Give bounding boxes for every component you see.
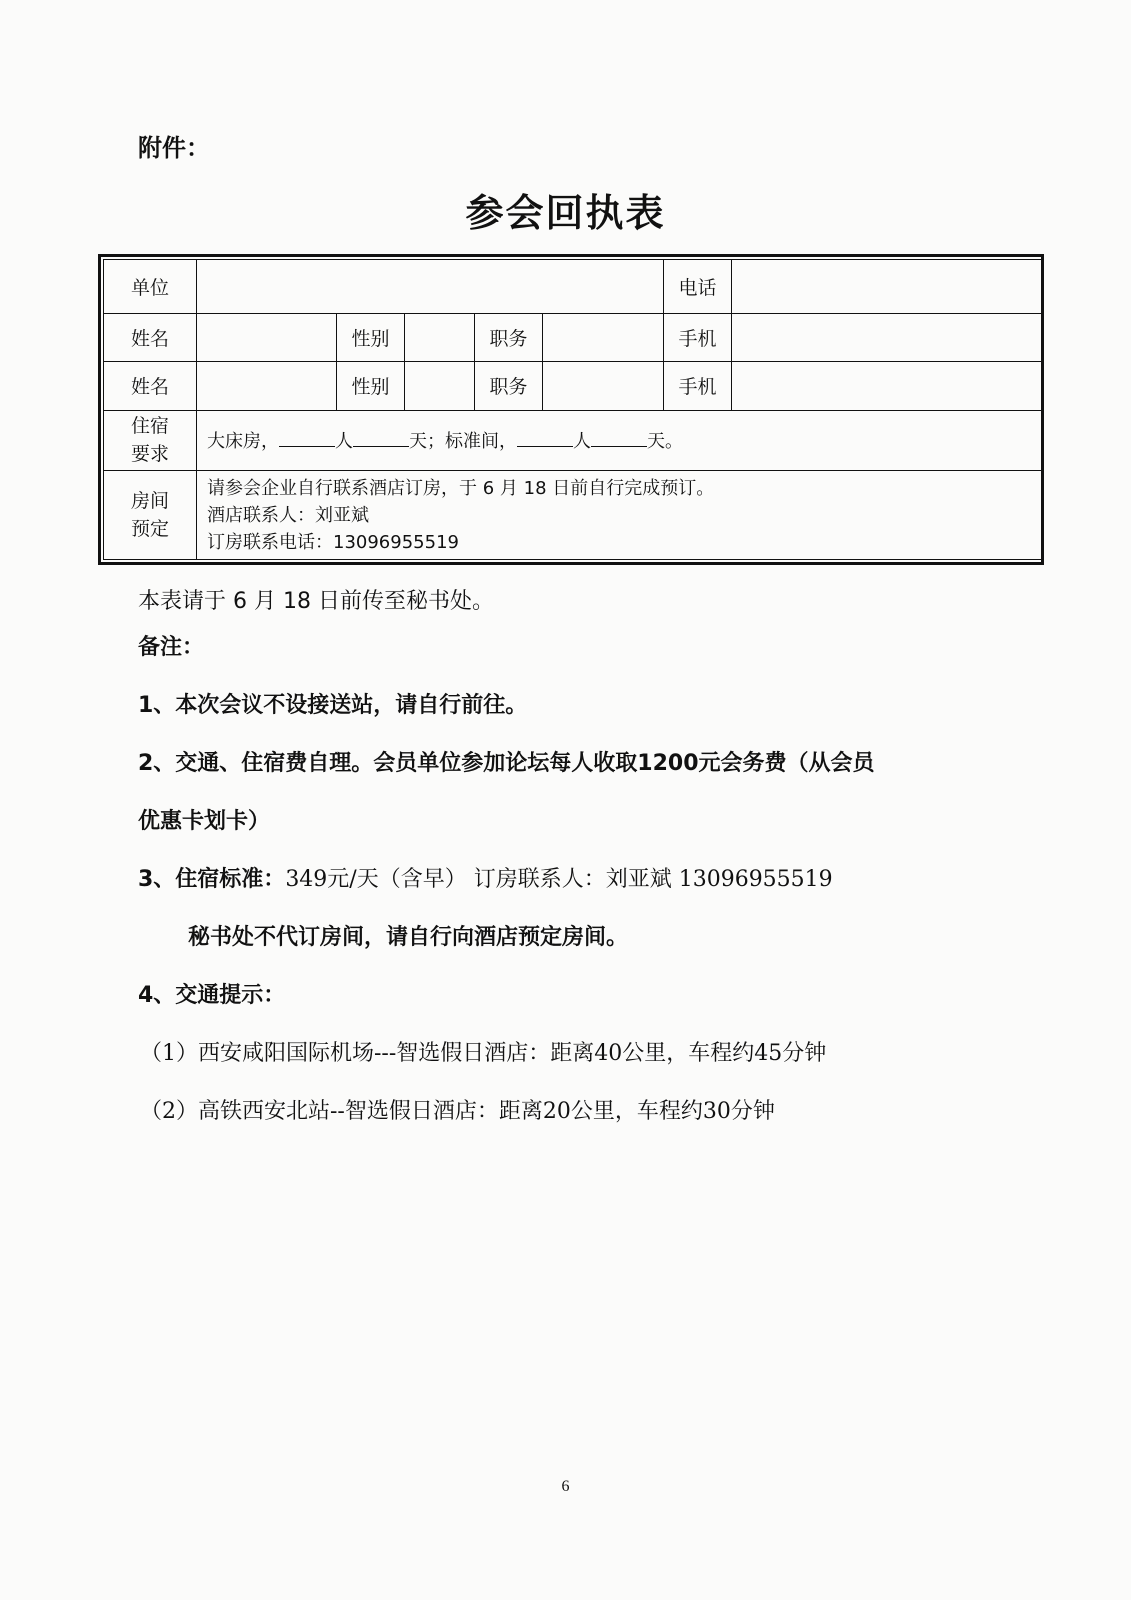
phone-field[interactable]	[732, 260, 1044, 314]
hotel-contact: 酒店联系人：刘亚斌	[207, 504, 369, 526]
transport-tip-2: （2）高铁西安北站--智选假日酒店：距离20公里，车程约30分钟	[140, 1099, 775, 1124]
position-label: 职务	[475, 362, 543, 410]
lodging-label-line-1: 住宿	[130, 415, 169, 438]
king-room-persons-blank[interactable]	[279, 430, 335, 447]
unit-label: 单位	[104, 260, 197, 314]
transport-tip-1: （1）西安咸阳国际机场---智选假日酒店：距离40公里，车程约45分钟	[140, 1041, 827, 1066]
position-field[interactable]	[543, 313, 664, 361]
name-label: 姓名	[104, 313, 197, 361]
page-title: 参会回执表	[465, 191, 666, 235]
position-field[interactable]	[543, 362, 664, 410]
gender-field[interactable]	[405, 362, 475, 410]
remark-2-line-1: 2、交通、住宿费自理。会员单位参加论坛每人收取1200元会务费（从会员	[138, 751, 875, 776]
remark-3-text: 349元/天（含早） 订房联系人：刘亚斌 13096955519	[285, 867, 833, 892]
form-row-attendee-2	[104, 362, 1044, 410]
deadline-note: 本表请于 6 月 18 日前传至秘书处。	[138, 589, 494, 614]
remark-4: 4、交通提示：	[138, 983, 286, 1008]
remark-3	[138, 862, 833, 893]
gender-field[interactable]	[405, 313, 475, 361]
form-row-booking	[104, 471, 1044, 560]
gender-label: 性别	[337, 313, 405, 361]
lodging-field	[197, 410, 1044, 471]
booking-label-line-2: 预定	[130, 518, 169, 541]
phone-label: 电话	[664, 260, 732, 314]
person-unit: 人	[335, 431, 353, 453]
position-label: 职务	[475, 313, 543, 361]
standard-room-days-blank[interactable]	[591, 430, 647, 447]
booking-info	[197, 471, 1044, 560]
day-unit: 天；	[409, 431, 445, 453]
day-unit: 天。	[647, 431, 683, 453]
form-row-unit	[104, 260, 1044, 314]
remark-1: 1、本次会议不设接送站，请自行前往。	[138, 693, 528, 718]
gender-label: 性别	[337, 362, 405, 410]
remark-3-line-2: 秘书处不代订房间，请自行向酒店预定房间。	[188, 925, 629, 950]
person-unit: 人	[573, 431, 591, 453]
booking-label-line-1: 房间	[130, 490, 169, 513]
reply-form	[98, 254, 1044, 565]
remark-3-prefix: 3、住宿标准：	[138, 867, 286, 892]
name-field[interactable]	[197, 313, 337, 361]
booking-instruction: 请参会企业自行联系酒店订房，于 6 月 18 日前自行完成预订。	[207, 477, 715, 499]
form-row-lodging	[104, 410, 1044, 471]
mobile-field[interactable]	[732, 313, 1044, 361]
unit-field[interactable]	[197, 260, 664, 314]
booking-phone: 订房联系电话：13096955519	[207, 531, 459, 553]
remarks-label: 备注：	[138, 635, 205, 660]
mobile-label: 手机	[664, 313, 732, 361]
booking-label	[104, 471, 197, 560]
king-room-days-blank[interactable]	[353, 430, 409, 447]
standard-room-persons-blank[interactable]	[517, 430, 573, 447]
mobile-field[interactable]	[732, 362, 1044, 410]
lodging-label	[104, 410, 197, 471]
name-field[interactable]	[197, 362, 337, 410]
reply-form-table	[103, 259, 1044, 560]
mobile-label: 手机	[664, 362, 732, 410]
lodging-label-line-2: 要求	[130, 443, 169, 466]
standard-room-label: 标准间，	[445, 431, 517, 453]
remark-2-line-2: 优惠卡划卡）	[138, 809, 271, 834]
king-room-label: 大床房，	[207, 431, 279, 453]
form-row-attendee-1	[104, 313, 1044, 361]
page-number: 6	[561, 1478, 570, 1495]
attachment-label: 附件：	[138, 134, 210, 162]
name-label: 姓名	[104, 362, 197, 410]
